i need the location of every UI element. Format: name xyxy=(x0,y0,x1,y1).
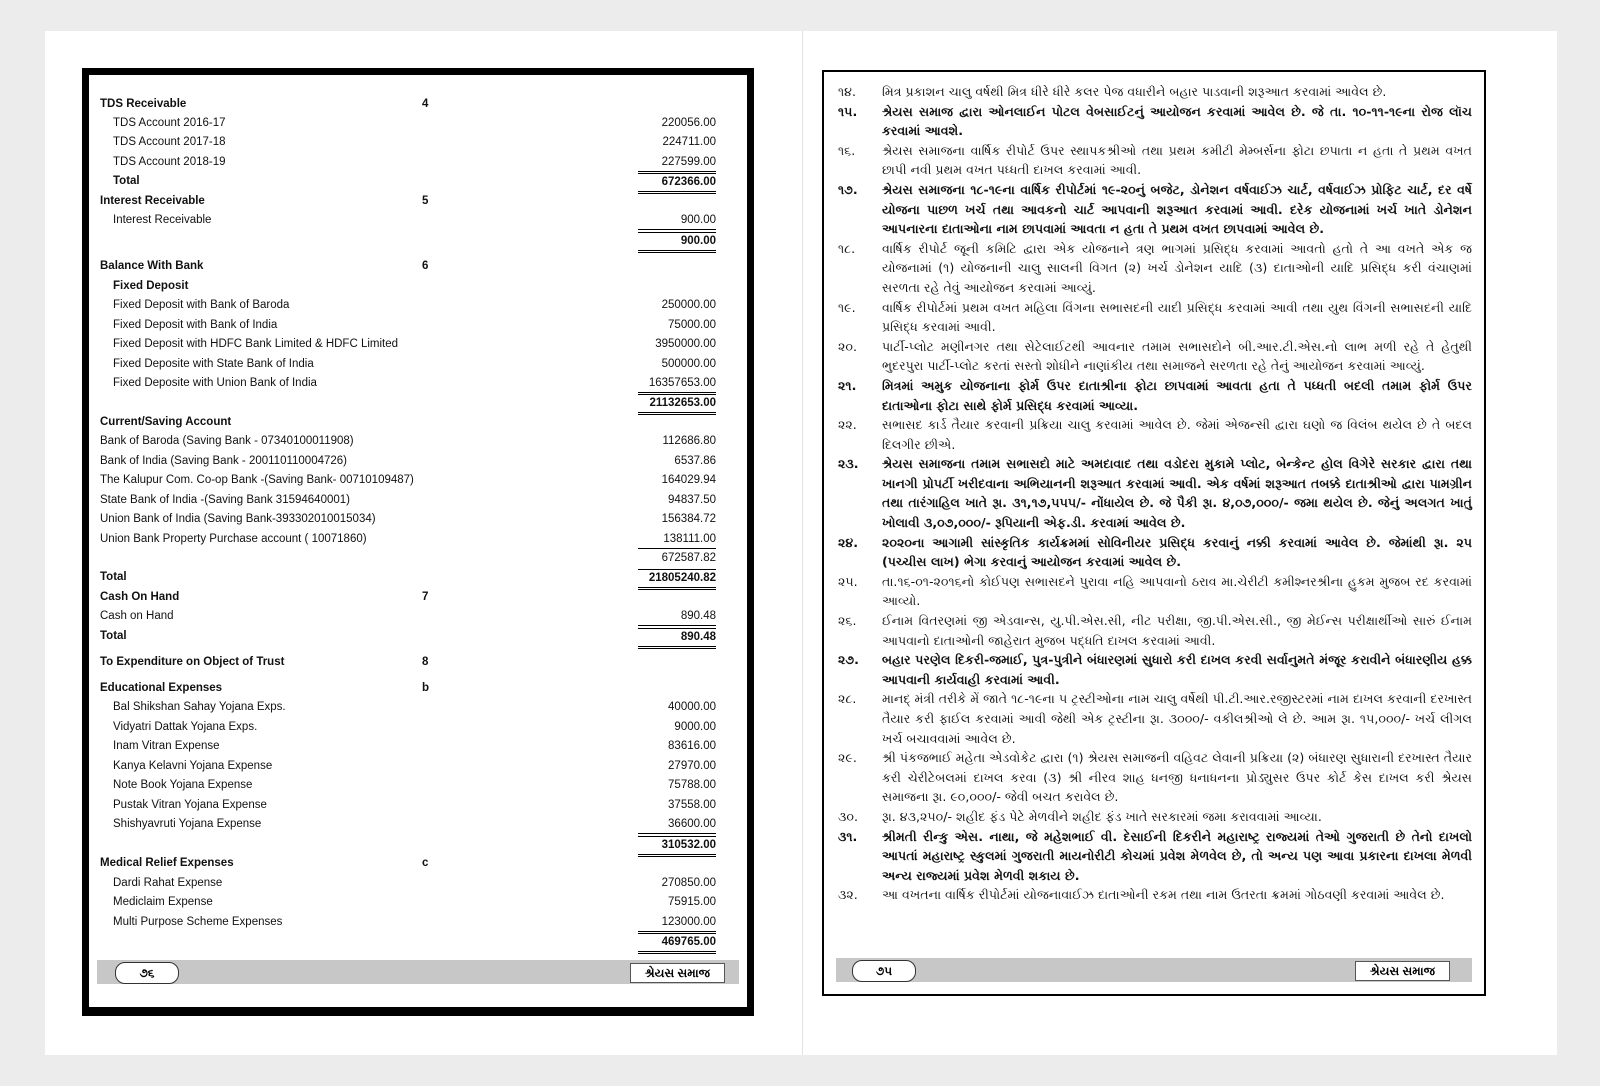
ledger-amount: 21805240.82 xyxy=(638,569,716,590)
ledger-label: Fixed Deposit xyxy=(113,280,189,292)
ledger-row xyxy=(100,231,740,249)
ledger-label: Multi Purpose Scheme Expenses xyxy=(113,916,283,928)
ledger-amount: 21132653.00 xyxy=(638,394,716,415)
ledger-label: Pustak Vitran Yojana Expense xyxy=(113,799,267,811)
ledger-label: Total xyxy=(100,630,127,642)
ledger-note: 7 xyxy=(422,591,429,603)
ledger-label: Kanya Kelavni Yojana Expense xyxy=(113,760,273,772)
ledger-row xyxy=(100,627,740,645)
list-item xyxy=(838,102,1472,141)
ledger-row xyxy=(100,874,740,892)
ledger-label: Shishyavruti Yojana Expense xyxy=(113,818,262,830)
ledger-amount: 224711.00 xyxy=(662,136,716,148)
ledger-amount: 220056.00 xyxy=(661,117,716,129)
item-text: વાર્ષિક રીપોર્ટમાં પ્રથમ વખત મહિલા વિંગના સભાસદની યાદી પ્રસિદ્ધ કરવામાં આવી તથા યુથ વિંગની સભાસદની યાદિ પ્રસિદ્ધ કરવામાં આવી. xyxy=(882,299,1472,335)
ledger-row xyxy=(100,913,740,931)
ledger-label: To Expenditure on Object of Trust xyxy=(100,656,285,668)
ledger-amount: 75915.00 xyxy=(668,896,716,908)
ledger-label: Bal Shikshan Sahay Yojana Exps. xyxy=(113,701,286,713)
ledger-amount: 270850.00 xyxy=(661,877,716,889)
ledger-row xyxy=(100,679,740,697)
ledger-row xyxy=(100,893,740,911)
ledger-row xyxy=(100,452,740,470)
item-number: ૨૨. xyxy=(838,417,857,433)
list-item xyxy=(838,827,1472,886)
ledger-row xyxy=(100,172,740,190)
ledger-amount: 94837.50 xyxy=(668,494,716,506)
item-text: આ વખતના વાર્ષિક રીપોર્ટમાં યોજનાવાઈઝ દાતાઓની રકમ તથા નામ ઉતરતા ક્રમમાં ગોઠવણી કરવામાં આવેલ છે. xyxy=(882,887,1445,903)
ledger-label: The Kalupur Com. Co-op Bank -(Saving Bank- 00710109487) xyxy=(100,474,414,486)
ledger-amount: 40000.00 xyxy=(668,701,716,713)
item-number: ૩૦. xyxy=(838,808,858,824)
list-item xyxy=(838,611,1472,650)
item-text: સભાસદ કાર્ડ તૈયાર કરવાની પ્રક્રિયા ચાલુ કરવામાં આવેલ છે. જેમાં એજન્સી દ્વારા ઘણો જ વિલંબ થયેલ છે તે બદલ દિલગીર છીએ. xyxy=(882,417,1472,452)
list-item xyxy=(838,337,1472,376)
ledger-amount: 672587.82 xyxy=(661,552,716,564)
ledger-amount: 37558.00 xyxy=(668,799,716,811)
right-page-number: ૭૫ xyxy=(852,960,916,982)
item-text: શ્રીમતી રીન્કુ એસ. નાથા, જે મહેશભાઈ વી. દેસાઈની દિકરીને મહારાષ્ટ્ર રાજ્યમાં તેઓ ગુજરાતી છે તેનો દાખલો આપતાં મહારાષ્ટ્ર સ્કુલમાં ગુજરાતી માયનોરીટી કોચમાં પ્રવેશ મેળવેલ છે, તો અન્ય પણ આવા પ્રકારના દાખલા મેળવી અન્ય રાજ્યમાં પ્રવેશ મેળવી શકાય છે. xyxy=(882,828,1472,883)
ledger-amount: 900.00 xyxy=(638,232,716,253)
item-number: ૨૭. xyxy=(838,652,859,668)
ledger-row xyxy=(100,296,740,314)
ledger-row xyxy=(100,277,740,295)
ledger-row xyxy=(100,471,740,489)
item-text: ૨૦૨૦ના આગામી સાંસ્કૃતિક કાર્યક્રમમાં સોવિનીયર પ્રસિદ્ધ કરવાનું નક્કી કરવામાં આવેલ છે. જેમાંથી રૂા. ૨૫ (પચ્ચીસ લાખ) ભેગા કરવાનું આયોજન કરવામાં આવેલ છે. xyxy=(882,534,1472,570)
ledger-row xyxy=(100,257,740,275)
ledger-amount: 310532.00 xyxy=(638,836,716,857)
ledger-label: Bank of India (Saving Bank - 200110110004726) xyxy=(100,455,348,467)
ledger-row xyxy=(100,432,740,450)
item-text: વાર્ષિક રીપોર્ટ જૂની કમિટિ દ્વારા એક યોજનાને ત્રણ ભાગમાં પ્રસિદ્ધ કરવામાં આવતો હતો તે આ વખતે એક જ યોજનામાં (૧) યોજનાની ચાલુ સાલની વિગત (૨) ખર્ચ ડોનેશન યાદિ (૩) દાતાઓની યાદિ પ્રસિદ્ધ કરી વંચાણમાં સરળતા રહે તેવું આયોજન કરવામાં આવ્યું. xyxy=(882,240,1472,295)
ledger-row xyxy=(100,796,740,814)
ledger-amount: 890.48 xyxy=(638,628,716,649)
ledger-note: 6 xyxy=(422,260,429,272)
list-item xyxy=(838,298,1472,337)
ledger-amount: 250000.00 xyxy=(661,299,716,311)
ledger-amount: 672366.00 xyxy=(638,173,716,194)
item-number: ૧૪. xyxy=(838,84,856,99)
ledger-note: b xyxy=(422,682,430,694)
list-item xyxy=(838,180,1472,239)
ledger-label: State Bank of India -(Saving Bank 31594640001) xyxy=(100,494,350,506)
ledger-amount: 6537.86 xyxy=(674,455,716,467)
ledger-label: Interest Receivable xyxy=(100,195,205,207)
item-text: ઈનામ વિતરણમાં જી એડવાન્સ, યુ.પી.એસ.સી, નીટ પરીક્ષા, જી.પી.એસ.સી., જી મેઈન્સ પરીક્ષાર્થીઓ સારું ઈનામ આપવાનો દાતાઓની જાહેરાત મુજબ પદ્ધતિ દાખલ કરવામાં આવી. xyxy=(882,613,1472,648)
ledger-amount: 16357653.00 xyxy=(638,374,716,393)
ledger-label: Note Book Yojana Expense xyxy=(113,779,253,791)
item-number: ૧૯. xyxy=(838,299,856,315)
ledger-amount: 227599.00 xyxy=(638,153,716,172)
list-item xyxy=(838,533,1472,572)
ledger-label: TDS Account 2016-17 xyxy=(113,117,226,129)
list-item xyxy=(838,807,1472,827)
ledger-label: Union Bank Property Purchase account ( 10071860) xyxy=(100,533,367,545)
ledger-row xyxy=(100,757,740,775)
ledger-row xyxy=(100,854,740,872)
ledger-row xyxy=(100,211,740,229)
ledger-row xyxy=(100,335,740,353)
left-page-number: ૭૬ xyxy=(115,962,179,984)
ledger-row xyxy=(100,133,740,151)
ledger-note: c xyxy=(422,857,429,869)
item-text: શ્રેયસ સમાજના ૧૮-૧૯ના વાર્ષિક રીપોર્ટમાં ૧૯-૨૦નું બજેટ, ડોનેશન વર્ષવાઈઝ ચાર્ટ, વર્ષવાઈઝ પ્રોફિટ ચાર્ટ, દર વર્ષે યોજના પાછળ ખર્ચ તથા આવકનો ચાર્ટ આપવાની શરૂઆત કરવામાં આવી. દરેક યોજનામાં ખર્ચ ખાતે ડોનેશન આપનારના દાતાઓના નામ છાપવામાં આવતા ન હતા તે પ્રથમ વખત છાપવામાં આવેલ છે. xyxy=(882,181,1472,237)
ledger-row xyxy=(100,718,740,736)
ledger-label: Dardi Rahat Expense xyxy=(113,877,223,889)
ledger-label: Total xyxy=(113,175,140,187)
ledger-row xyxy=(100,607,740,625)
ledger-label: Fixed Deposite with State Bank of India xyxy=(113,358,314,370)
item-text: શ્રી પંકજભાઈ મહેતા એડવોકેટ દ્વારા (૧) શ્રેયસ સમાજની વહિવટ લેવાની પ્રક્રિયા (૨) બંધારણ સુધારાની દરખાસ્ત તૈયાર કરી ચેરીટેબલમાં દાખલ કરવા (૩) શ્રી નીરવ શાહ ધનજી ધનાધનના પ્રોડ્યુસર ઉપર કોર્ટ કેસ દાખલ કરી શ્રેયસ સમાજના રૂા. ૯૦,૦૦૦/- જેવી બચત કરાવેલ છે. xyxy=(882,750,1472,805)
ledger-amount: 112686.80 xyxy=(662,435,716,447)
ledger-amount: 500000.00 xyxy=(661,358,716,370)
ledger-row xyxy=(100,491,740,509)
ledger-row xyxy=(100,114,740,132)
ledger-amount: 156384.72 xyxy=(661,513,716,525)
item-number: ૨૯. xyxy=(838,750,857,766)
ledger-note: 4 xyxy=(422,98,429,110)
list-item xyxy=(838,454,1472,532)
item-number: ૧૭. xyxy=(838,181,858,197)
ledger-row xyxy=(100,568,740,586)
ledger-note: 5 xyxy=(422,195,429,207)
ledger-row xyxy=(100,549,740,567)
ledger-amount: 9000.00 xyxy=(674,721,716,733)
ledger-amount: 469765.00 xyxy=(638,933,716,954)
ledger-amount: 75788.00 xyxy=(668,779,716,791)
ledger-row xyxy=(100,815,740,833)
item-text: બહાર પરણેલ દિકરી-જમાઈ, પુત્ર-પુત્રીને બંધારણમાં સુધારો કરી દાખલ કરવી સર્વાનુમતે મંજૂર કરાવીને બંધારણીય હક્ક આપવાની કાર્યવાહી કરવામાં આવી. xyxy=(882,652,1472,687)
ledger-label: Interest Receivable xyxy=(113,214,212,226)
list-item xyxy=(838,572,1472,611)
ledger-row xyxy=(100,737,740,755)
ledger-row xyxy=(100,510,740,528)
item-text: શ્રેયસ સમાજના તમામ સભાસદો માટે અમદાવાદ તથા વડોદરા મુકામે પ્લોટ, બેન્કેન્ટ હોલ વિગેરે સરકાર દ્વારા તથા ખાનગી પ્રોપર્ટી ખરીદવાના અભિયાનની શરૂઆત કરવામાં આવી. એક વર્ષમાં શરૂઆત તબક્કે દાતાશ્રીઓ દ્વારા પામગ્રીન તથા તારંગાહિલ ખાતે રૂા. ૩૧,૧૭,૫૫૫/- નોંધાયેલ છે. જે પૈકી રૂા. ૪,૦૭,૦૦૦/- જમા થયેલ છે. જેનું અલગત ખાતું ખોલાવી ૩,૦૭,૦૦૦/- રૂપિયાની એફ.ડી. કરવામાં આવેલ છે. xyxy=(882,456,1472,531)
list-item xyxy=(838,376,1472,415)
item-number: ૨૧. xyxy=(838,377,857,393)
item-text: માનદ્ મંત્રી તરીકે મેં જાતે ૧૮-૧૯ના ૫ ટ્રસ્ટીઓના નામ ચાલુ વર્ષેથી પી.ટી.આર.રજીસ્ટરમાં નામ દાખલ કરવાની દરખાસ્ત તૈયાર કરી ફાઈલ કરવામાં આવી જેથી એક ટ્રસ્ટીના રૂા. ૩૦૦૦/- વકીલશ્રીઓ લે છે. આમ રૂા. ૧૫,૦૦૦/- ખર્ચ લીગલ ખર્ચ બચાવવામાં આવેલ છે. xyxy=(882,691,1472,746)
item-number: ૨૩. xyxy=(838,456,859,472)
ledger-amount: 123000.00 xyxy=(638,913,716,932)
ledger-label: Fixed Deposit with HDFC Bank Limited & HDFC Limited xyxy=(113,338,399,350)
ledger-label: Medical Relief Expenses xyxy=(100,857,234,869)
item-number: ૨૬. xyxy=(838,613,857,629)
ledger-amount: 890.48 xyxy=(638,607,716,626)
ledger-amount: 3950000.00 xyxy=(655,338,716,350)
ledger-row xyxy=(100,776,740,794)
right-footer-title: શ્રેયસ સમાજ xyxy=(1355,961,1450,981)
ledger-label: TDS Receivable xyxy=(100,98,187,110)
item-text: તા.૧૬-૦૧-૨૦૧૬નો કોઈપણ સભાસદને પુરાવા નહિ આપવાનો ઠરાવ મા.ચેરીટી કમીશ્નરશ્રીના હુકમ મુજબ રદ કરવામાં આવ્યો. xyxy=(882,573,1472,609)
ledger-row xyxy=(100,413,740,431)
item-number: ૧૫. xyxy=(838,103,858,119)
ledger-row xyxy=(100,932,740,950)
item-text: પાર્ટી-પ્લોટ મણીનગર તથા સેટેલાઈટથી આવનાર તમામ સભાસદોને બી.આર.ટી.એસ.નો લાભ મળી રહે તે હેતુથી ભુદરપુરા પાર્ટી-પ્લોટ કરતાં સસ્તો શોધીને નાણાંકીય તથા સમાજને સરળતા રહે તેનું આયોજન કરવામાં આવ્યું. xyxy=(882,338,1472,374)
ledger-row xyxy=(100,653,740,671)
left-page xyxy=(82,68,754,1016)
left-footer xyxy=(97,960,739,984)
ledger-label: Fixed Deposit with Bank of Baroda xyxy=(113,299,290,311)
ledger-row xyxy=(100,835,740,853)
item-number: ૧૮. xyxy=(838,240,856,256)
ledger-amount: 27970.00 xyxy=(668,760,716,772)
page-fold xyxy=(802,31,803,1055)
ledger-label: Fixed Deposite with Union Bank of India xyxy=(113,377,317,389)
list-item xyxy=(838,885,1472,905)
ledger-label: Vidyatri Dattak Yojana Exps. xyxy=(113,721,258,733)
ledger-label: TDS Account 2017-18 xyxy=(113,136,226,148)
list-item xyxy=(838,689,1472,748)
ledger-label: Bank of Baroda (Saving Bank - 07340100011908) xyxy=(100,435,354,447)
item-number: ૨૫. xyxy=(838,573,858,589)
list-item xyxy=(838,82,1472,102)
ledger-amount: 138111.00 xyxy=(638,530,716,549)
right-page xyxy=(822,70,1486,996)
ledger-row xyxy=(100,95,740,113)
item-number: ૩૧. xyxy=(838,828,858,844)
item-number: ૨૪. xyxy=(838,534,858,550)
ledger-row xyxy=(100,153,740,171)
item-text: શ્રેયસ સમાજ દ્વારા ઓનલાઈન પોટલ વેબસાઈટનું આયોજન કરવામાં આવેલ છે. જે તા. ૧૦-૧૧-૧૯ના રોજ લૉચ કરવામાં આવશે. xyxy=(882,103,1472,139)
ledger-row xyxy=(100,588,740,606)
ledger-row xyxy=(100,374,740,392)
ledger-label: Cash On Hand xyxy=(100,591,180,603)
ledger-label: Current/Saving Account xyxy=(100,416,232,428)
ledger-amount: 83616.00 xyxy=(668,740,716,752)
ledger-label: Fixed Deposit with Bank of India xyxy=(113,319,278,331)
ledger-amount: 900.00 xyxy=(638,211,716,230)
ledger-note: 8 xyxy=(422,656,429,668)
achievements-list xyxy=(838,82,1472,905)
ledger-row xyxy=(100,393,740,411)
left-footer-title: શ્રેયસ સમાજ xyxy=(630,963,725,983)
ledger-row xyxy=(100,698,740,716)
item-number: ૨૮. xyxy=(838,691,857,707)
list-item xyxy=(838,748,1472,807)
ledger-amount: 36600.00 xyxy=(638,815,716,834)
ledger-amount: 164029.94 xyxy=(661,474,716,486)
ledger-row xyxy=(100,192,740,210)
ledger-amount: 75000.00 xyxy=(668,319,716,331)
item-number: ૩૨. xyxy=(838,887,858,903)
ledger-label: Cash on Hand xyxy=(100,610,174,622)
list-item xyxy=(838,239,1472,298)
ledger-row xyxy=(100,316,740,334)
ledger-row xyxy=(100,530,740,548)
ledger-label: Mediclaim Expense xyxy=(113,896,213,908)
item-number: ૧૬. xyxy=(838,142,856,158)
item-text: મિત્રમાં અમુક યોજનાના ફોર્મ ઉપર દાતાશ્રીના ફોટા છાપવામાં આવતા હતા તે પધ્ધતી બદલી તમામ ફોર્મ ઉપર દાતાઓના ફોટા સાથે ફોર્મ પ્રસિદ્ધ કરવામાં આવ્યા. xyxy=(882,377,1472,413)
list-item xyxy=(838,415,1472,454)
list-item xyxy=(838,650,1472,689)
item-text: શ્રેયસ સમાજના વાર્ષિક રીપોર્ટ ઉપર સ્થાપકશ્રીઓ તથા પ્રથમ કમીટી મેમ્બર્સના ફોટા છપાતા ન હતા તે પ્રથમ વખત છાપી નવી પ્રથમ વખત પધ્ધતી દાખલ કરવામાં આવી. xyxy=(882,142,1472,178)
ledger-label: Inam Vitran Expense xyxy=(113,740,220,752)
ledger-label: TDS Account 2018-19 xyxy=(113,156,226,168)
ledger-label: Educational Expenses xyxy=(100,682,223,694)
item-text: રૂા. ૪૩,૨૫૦/- શહીદ ફંડ પેટે મેળવીને શહીદ ફંડ ખાતે સરકારમાં જમા કરાવવામાં આવ્યા. xyxy=(882,808,1322,824)
ledger-row xyxy=(100,355,740,373)
right-footer xyxy=(836,958,1472,982)
ledger-label: Total xyxy=(100,571,127,583)
item-text: મિત્ર પ્રકાશન ચાલુ વર્ષથી મિત્ર ધીરે ધીરે કલર પેજ વધારીને બહાર પાડવાની શરૂઆત કરવામાં આવેલ છે. xyxy=(882,84,1387,99)
item-number: ૨૦. xyxy=(838,338,857,354)
ledger-label: Balance With Bank xyxy=(100,260,204,272)
ledger-label: Union Bank of India (Saving Bank-393302010015034) xyxy=(100,513,376,525)
list-item xyxy=(838,141,1472,180)
